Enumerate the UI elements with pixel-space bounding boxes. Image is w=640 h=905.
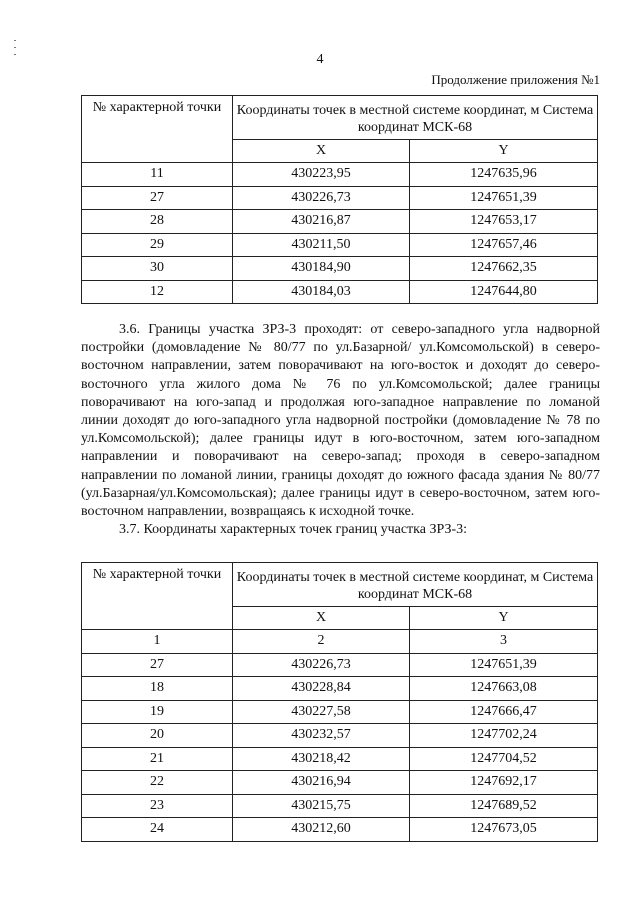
- point-number-cell: 27: [82, 186, 233, 210]
- point-number-cell: 11: [82, 163, 233, 187]
- table-row: [82, 186, 598, 210]
- y-coordinate-cell: 1247651,39: [410, 653, 598, 677]
- table-row: [82, 794, 598, 818]
- header-y: Y: [410, 607, 598, 630]
- x-coordinate-cell: 430216,94: [233, 771, 410, 795]
- header-x: X: [233, 140, 410, 163]
- y-coordinate-cell: 1247692,17: [410, 771, 598, 795]
- x-coordinate-cell: 430223,95: [233, 163, 410, 187]
- table-row: [82, 163, 598, 187]
- table-row: [82, 747, 598, 771]
- point-number-cell: 20: [82, 724, 233, 748]
- header-coordinate-system: Координаты точек в местной системе координат, м Система координат МСК-68: [233, 96, 598, 140]
- y-coordinate-cell: 1247673,05: [410, 818, 598, 842]
- y-coordinate-cell: 1247662,35: [410, 257, 598, 281]
- point-number-cell: 19: [82, 700, 233, 724]
- section-3-6-text: 3.6. Границы участка ЗРЗ-3 проходят: от северо-западного угла надворной постройки (домовладение № 80/77 по ул.Базарной/ ул.Комсомольской) в северо-восточном направлении, затем поворачивают на юго-восток и доходят до северо-восточного угла жилого дома № 76 по ул.Комсомольской; далее границы поворачивают на юго-запад и продолжая юго-западное направление по ломаной линии доходят до юго-западного угла надворной постройки (домовладение № 78 по ул.Комсомольской); далее границы идут в юго-восточном, затем юго-западном направлении и поворачивают на северо-запад; проходя в северо-западном направлении по ломаной линии, границы доходят до южного фасада здания № 80/77 (ул.Базарная/ул.Комсомольская); далее границы идут в северо-восточном, затем юго-восточном направлении, возвращаясь к исходной точке.: [81, 322, 600, 520]
- x-coordinate-cell: 430226,73: [233, 653, 410, 677]
- table-row: [82, 818, 598, 842]
- header-point-number: № характерной точки: [82, 563, 233, 630]
- x-coordinate-cell: 430212,60: [233, 818, 410, 842]
- coordinates-table-1: [81, 95, 598, 304]
- table-2-body: [82, 653, 598, 841]
- table-1-body: [82, 163, 598, 304]
- header-y: Y: [410, 140, 598, 163]
- y-coordinate-cell: 1247663,08: [410, 677, 598, 701]
- section-3-7-heading: 3.7. Координаты характерных точек границ участка ЗРЗ-3:: [119, 522, 468, 538]
- table-row: [82, 771, 598, 795]
- header-point-number: № характерной точки: [82, 96, 233, 163]
- point-number-cell: 24: [82, 818, 233, 842]
- table-row: [82, 280, 598, 304]
- x-coordinate-cell: 430228,84: [233, 677, 410, 701]
- x-coordinate-cell: 430227,58: [233, 700, 410, 724]
- table-row: [82, 257, 598, 281]
- table-row: [82, 233, 598, 257]
- x-coordinate-cell: 430184,90: [233, 257, 410, 281]
- x-coordinate-cell: 430232,57: [233, 724, 410, 748]
- y-coordinate-cell: 1247704,52: [410, 747, 598, 771]
- appendix-continuation-note: Продолжение приложения №1: [431, 72, 600, 87]
- y-coordinate-cell: 1247657,46: [410, 233, 598, 257]
- column-number-x: 2: [233, 630, 410, 654]
- table-row: [82, 653, 598, 677]
- point-number-cell: 18: [82, 677, 233, 701]
- header-x: X: [233, 607, 410, 630]
- point-number-cell: 27: [82, 653, 233, 677]
- table-row: [82, 677, 598, 701]
- point-number-cell: 22: [82, 771, 233, 795]
- table-row: [82, 700, 598, 724]
- x-coordinate-cell: 430211,50: [233, 233, 410, 257]
- y-coordinate-cell: 1247653,17: [410, 210, 598, 234]
- y-coordinate-cell: 1247635,96: [410, 163, 598, 187]
- table-row: [82, 210, 598, 234]
- boundary-description: [81, 321, 600, 539]
- x-coordinate-cell: 430218,42: [233, 747, 410, 771]
- header-coordinate-system: Координаты точек в местной системе координат, м Система координат МСК-68: [233, 563, 598, 607]
- page-number: 4: [316, 52, 324, 67]
- column-number-point: 1: [82, 630, 233, 654]
- point-number-cell: 23: [82, 794, 233, 818]
- y-coordinate-cell: 1247644,80: [410, 280, 598, 304]
- point-number-cell: 29: [82, 233, 233, 257]
- column-number-y: 3: [410, 630, 598, 654]
- x-coordinate-cell: 430226,73: [233, 186, 410, 210]
- y-coordinate-cell: 1247702,24: [410, 724, 598, 748]
- y-coordinate-cell: 1247666,47: [410, 700, 598, 724]
- table-row: [82, 724, 598, 748]
- point-number-cell: 21: [82, 747, 233, 771]
- y-coordinate-cell: 1247651,39: [410, 186, 598, 210]
- point-number-cell: 28: [82, 210, 233, 234]
- point-number-cell: 12: [82, 280, 233, 304]
- x-coordinate-cell: 430184,03: [233, 280, 410, 304]
- x-coordinate-cell: 430215,75: [233, 794, 410, 818]
- x-coordinate-cell: 430216,87: [233, 210, 410, 234]
- point-number-cell: 30: [82, 257, 233, 281]
- y-coordinate-cell: 1247689,52: [410, 794, 598, 818]
- coordinates-table-2: [81, 562, 598, 842]
